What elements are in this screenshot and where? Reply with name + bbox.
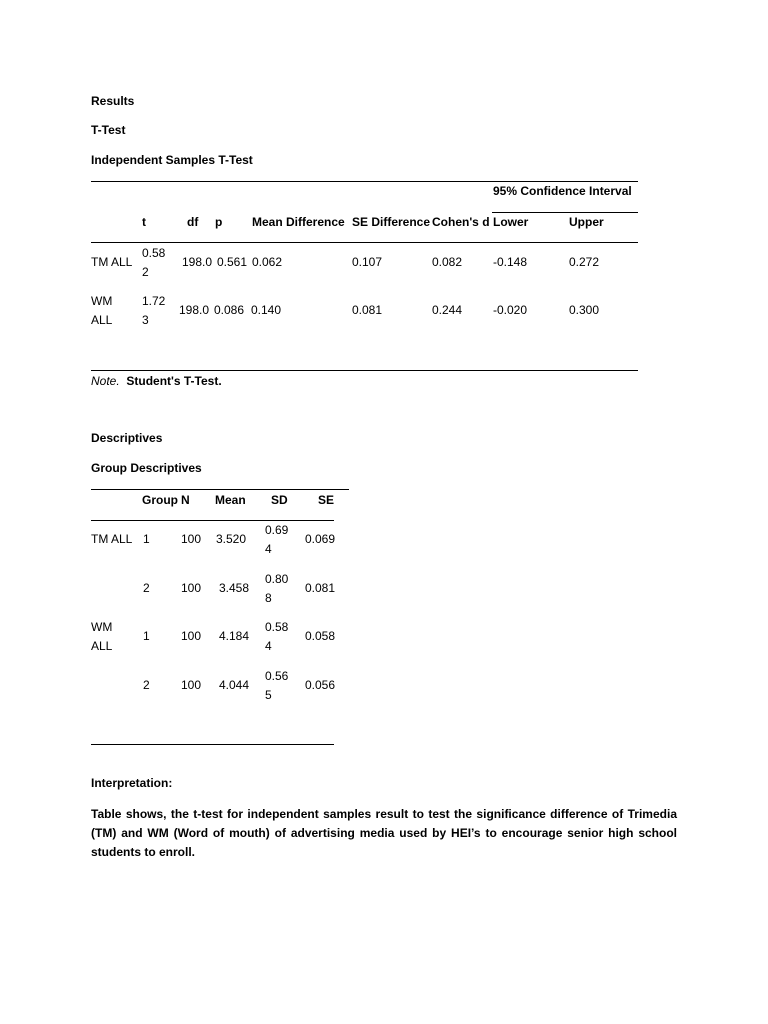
cell-se: 0.058 <box>305 629 336 643</box>
heading-ttest: T-Test <box>91 123 126 137</box>
table-bottom-rule <box>91 370 638 371</box>
heading-group-descriptives: Group Descriptives <box>91 461 202 475</box>
cell-sd-line2: 5 <box>265 688 272 702</box>
interpretation-paragraph: Table shows, the t-test for independent samples result to test the significance difference of Trimedia (TM) and WM (Word of mouth) of advertising media used by HEI’s to encourage senior high school students to enroll. <box>91 807 677 859</box>
cell-p: 0.086 <box>214 303 245 317</box>
cell-se: 0.069 <box>305 532 336 546</box>
col-upper: Upper <box>569 215 604 229</box>
cell-mean-difference: 0.140 <box>251 303 282 317</box>
cell-mean: 3.520 <box>216 532 247 546</box>
cell-upper: 0.300 <box>569 303 600 317</box>
cell-t-line1: 0.58 <box>142 246 166 260</box>
col-df: df <box>187 215 199 229</box>
cell-cohens-d: 0.082 <box>432 255 463 269</box>
cell-sd-line1: 0.58 <box>265 620 289 634</box>
col-se-difference: SE Difference <box>352 215 431 229</box>
cell-t-line2: 2 <box>142 265 149 279</box>
heading-interpretation: Interpretation: <box>91 776 173 790</box>
cell-upper: 0.272 <box>569 255 600 269</box>
row-label-line1: WM <box>91 294 113 308</box>
cell-sd-line2: 4 <box>265 542 272 556</box>
table-note <box>91 374 222 388</box>
col-cohens-d: Cohen's d <box>432 215 490 229</box>
cell-sd-line1: 0.69 <box>265 523 289 537</box>
cell-lower: -0.148 <box>493 255 528 269</box>
col-p: p <box>215 215 223 229</box>
col-mean: Mean <box>215 493 246 507</box>
cell-sd-line2: 8 <box>265 591 272 605</box>
note-label: Note. <box>91 374 120 388</box>
col-sd: SD <box>271 493 288 507</box>
cell-cohens-d: 0.244 <box>432 303 463 317</box>
row-label-line1: WM <box>91 620 113 634</box>
cell-se-difference: 0.107 <box>352 255 383 269</box>
heading-descriptives: Descriptives <box>91 431 163 445</box>
note-text: Student's T-Test. <box>126 374 222 388</box>
row-label-line2: ALL <box>91 313 113 327</box>
cell-group: 2 <box>143 678 150 692</box>
cell-group: 2 <box>143 581 150 595</box>
col-n: N <box>181 493 190 507</box>
cell-n: 100 <box>181 629 202 643</box>
heading-independent-ttest: Independent Samples T-Test <box>91 153 253 167</box>
ci-header: 95% Confidence Interval <box>493 184 632 198</box>
cell-df: 198.0 <box>179 303 210 317</box>
row-label: TM ALL <box>91 255 133 269</box>
row-label-line2: ALL <box>91 639 113 653</box>
cell-group: 1 <box>143 629 150 643</box>
cell-n: 100 <box>181 581 202 595</box>
cell-sd-line1: 0.80 <box>265 572 289 586</box>
cell-sd-line1: 0.56 <box>265 669 289 683</box>
cell-df: 198.0 <box>182 255 213 269</box>
col-se: SE <box>318 493 335 507</box>
cell-se-difference: 0.081 <box>352 303 383 317</box>
row-label: TM ALL <box>91 532 133 546</box>
desc-bottom-rule <box>91 744 334 745</box>
desc-top-rule <box>91 489 349 490</box>
cell-t-line1: 1.72 <box>142 294 166 308</box>
col-mean-difference: Mean Difference <box>252 215 345 229</box>
heading-results: Results <box>91 94 135 108</box>
cell-mean: 3.458 <box>219 581 250 595</box>
cell-se: 0.081 <box>305 581 336 595</box>
cell-n: 100 <box>181 532 202 546</box>
cell-mean: 4.184 <box>219 629 250 643</box>
cell-t-line2: 3 <box>142 313 149 327</box>
header-rule <box>91 242 638 243</box>
col-lower: Lower <box>493 215 529 229</box>
cell-n: 100 <box>181 678 202 692</box>
col-t: t <box>142 215 146 229</box>
table-top-rule <box>91 181 638 182</box>
cell-mean-difference: 0.062 <box>252 255 283 269</box>
cell-se: 0.056 <box>305 678 336 692</box>
ci-rule <box>492 212 638 213</box>
desc-header-rule <box>91 520 334 521</box>
cell-group: 1 <box>143 532 150 546</box>
cell-p: 0.561 <box>217 255 248 269</box>
cell-mean: 4.044 <box>219 678 250 692</box>
cell-sd-line2: 4 <box>265 639 272 653</box>
cell-lower: -0.020 <box>493 303 528 317</box>
col-group: Group <box>142 493 178 507</box>
